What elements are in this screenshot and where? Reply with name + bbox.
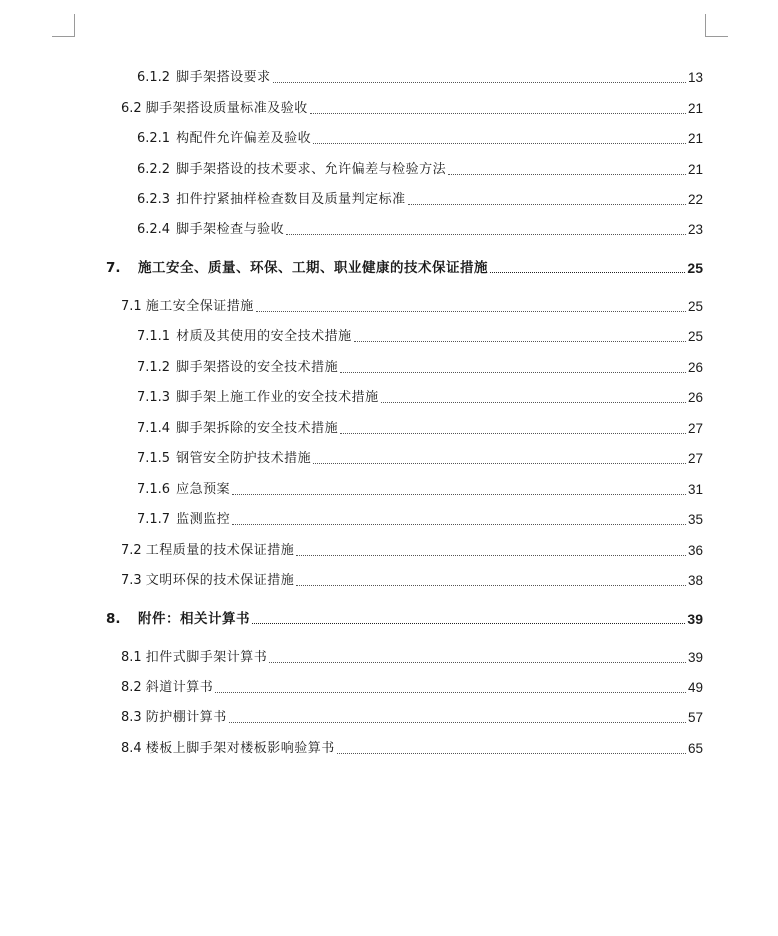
- toc-title: 斜道计算书: [145, 680, 214, 695]
- toc-leader: [232, 524, 686, 525]
- toc-leader: [229, 722, 686, 723]
- toc-leader: [296, 555, 686, 556]
- toc-entry[interactable]: [137, 328, 703, 346]
- toc-page: 25: [687, 329, 703, 344]
- toc-entry[interactable]: [106, 610, 703, 628]
- toc-leader: [256, 311, 686, 312]
- toc-entry[interactable]: [121, 649, 703, 667]
- toc-entry[interactable]: [121, 709, 703, 727]
- toc-title: 扣件拧紧抽样检查数目及质量判定标准: [176, 192, 406, 207]
- toc-number: 7.1.2: [137, 360, 171, 375]
- toc-page: 27: [687, 421, 703, 436]
- toc-page: 39: [687, 650, 703, 665]
- toc-entry[interactable]: [137, 161, 703, 179]
- toc-entry[interactable]: [137, 130, 703, 148]
- toc-title: 工程质量的技术保证措施: [145, 543, 295, 558]
- toc-title: 脚手架搭设要求: [176, 70, 271, 85]
- toc-entry[interactable]: [137, 69, 703, 87]
- toc-leader: [340, 433, 686, 434]
- toc-entry[interactable]: [137, 191, 703, 209]
- toc-entry[interactable]: [137, 481, 703, 499]
- toc-title: 脚手架搭设质量标准及验收: [145, 101, 308, 116]
- toc-number: 6.2: [121, 101, 142, 116]
- toc-number: 7.1.3: [137, 390, 171, 405]
- toc-page: 26: [687, 360, 703, 375]
- toc-entry[interactable]: [121, 298, 703, 316]
- toc-leader: [310, 113, 686, 114]
- toc-number: 6.2.2: [137, 162, 171, 177]
- toc-number: 7.1.6: [137, 482, 171, 497]
- toc-entry[interactable]: [121, 679, 703, 697]
- toc-title: 施工安全、质量、环保、工期、职业健康的技术保证措施: [138, 260, 488, 276]
- toc-entry[interactable]: [137, 511, 703, 529]
- toc-title: 附件：相关计算书: [138, 611, 250, 627]
- toc-number: 8.: [106, 611, 121, 627]
- toc-page: 31: [687, 482, 703, 497]
- toc-leader: [490, 272, 685, 273]
- toc-entry[interactable]: [121, 100, 703, 118]
- toc-page: 21: [687, 162, 703, 177]
- toc-number: 8.1: [121, 650, 142, 665]
- toc-number: 7.1.5: [137, 451, 171, 466]
- toc-title: 文明环保的技术保证措施: [145, 573, 295, 588]
- toc-page: 57: [687, 710, 703, 725]
- toc-page: 49: [687, 680, 703, 695]
- toc-leader: [252, 623, 685, 624]
- toc-number: 6.2.1: [137, 131, 171, 146]
- toc-leader: [273, 82, 686, 83]
- toc-number: 6.1.2: [137, 70, 171, 85]
- toc-entry[interactable]: [121, 542, 703, 560]
- toc-number: 7.: [106, 260, 121, 276]
- page-corner-mark-top-left: [52, 14, 75, 37]
- toc-page: 65: [687, 741, 703, 756]
- toc-leader: [448, 174, 686, 175]
- toc-leader: [354, 341, 686, 342]
- toc-page: 39: [687, 611, 703, 627]
- toc-page: 27: [687, 451, 703, 466]
- toc-page: 22: [687, 192, 703, 207]
- toc-title: 构配件允许偏差及验收: [176, 131, 312, 146]
- toc-number: 8.2: [121, 680, 142, 695]
- toc-number: 7.1.7: [137, 512, 171, 527]
- toc-page: 21: [687, 101, 703, 116]
- toc-title: 钢管安全防护技术措施: [176, 451, 312, 466]
- toc-leader: [313, 463, 686, 464]
- toc-page: 36: [687, 543, 703, 558]
- toc-page: 38: [687, 573, 703, 588]
- toc-leader: [232, 494, 686, 495]
- toc-title: 脚手架检查与验收: [176, 222, 285, 237]
- toc-title: 监测监控: [176, 512, 231, 527]
- toc-title: 脚手架拆除的安全技术措施: [176, 421, 339, 436]
- toc-number: 6.2.4: [137, 222, 171, 237]
- toc-entry[interactable]: [137, 420, 703, 438]
- toc-number: 7.3: [121, 573, 142, 588]
- toc-leader: [296, 585, 686, 586]
- toc-number: 7.1.4: [137, 421, 171, 436]
- toc-leader: [313, 143, 686, 144]
- toc-page: 35: [687, 512, 703, 527]
- toc-entry[interactable]: [121, 740, 703, 758]
- toc-leader: [340, 372, 686, 373]
- toc-title: 扣件式脚手架计算书: [145, 650, 268, 665]
- toc-number: 7.2: [121, 543, 142, 558]
- toc-entry[interactable]: [137, 389, 703, 407]
- toc-leader: [286, 234, 686, 235]
- toc-leader: [408, 204, 686, 205]
- toc-entry[interactable]: [121, 572, 703, 590]
- toc-leader: [269, 662, 686, 663]
- toc-number: 8.3: [121, 710, 142, 725]
- toc-page: 13: [687, 70, 703, 85]
- toc-page: 21: [687, 131, 703, 146]
- toc-leader: [215, 692, 686, 693]
- toc-title: 施工安全保证措施: [145, 299, 254, 314]
- toc-page: 26: [687, 390, 703, 405]
- toc-page: 23: [687, 222, 703, 237]
- toc-entry[interactable]: [106, 259, 703, 277]
- toc-title: 楼板上脚手架对楼板影响验算书: [145, 741, 335, 756]
- toc-entry[interactable]: [137, 221, 703, 239]
- toc-number: 7.1.1: [137, 329, 171, 344]
- toc-number: 7.1: [121, 299, 142, 314]
- toc-title: 脚手架上施工作业的安全技术措施: [176, 390, 379, 405]
- toc-page: 25: [687, 299, 703, 314]
- toc-leader: [337, 753, 686, 754]
- toc-leader: [381, 402, 686, 403]
- toc-title: 应急预案: [176, 482, 231, 497]
- toc-title: 脚手架搭设的安全技术措施: [176, 360, 339, 375]
- toc-entry[interactable]: [137, 450, 703, 468]
- page-corner-mark-top-right: [705, 14, 728, 37]
- toc-number: 8.4: [121, 741, 142, 756]
- toc-title: 脚手架搭设的技术要求、允许偏差与检验方法: [176, 162, 447, 177]
- toc-title: 防护棚计算书: [145, 710, 227, 725]
- toc-number: 6.2.3: [137, 192, 171, 207]
- toc-entry[interactable]: [137, 359, 703, 377]
- toc-title: 材质及其使用的安全技术措施: [176, 329, 352, 344]
- toc-page: 25: [687, 260, 703, 276]
